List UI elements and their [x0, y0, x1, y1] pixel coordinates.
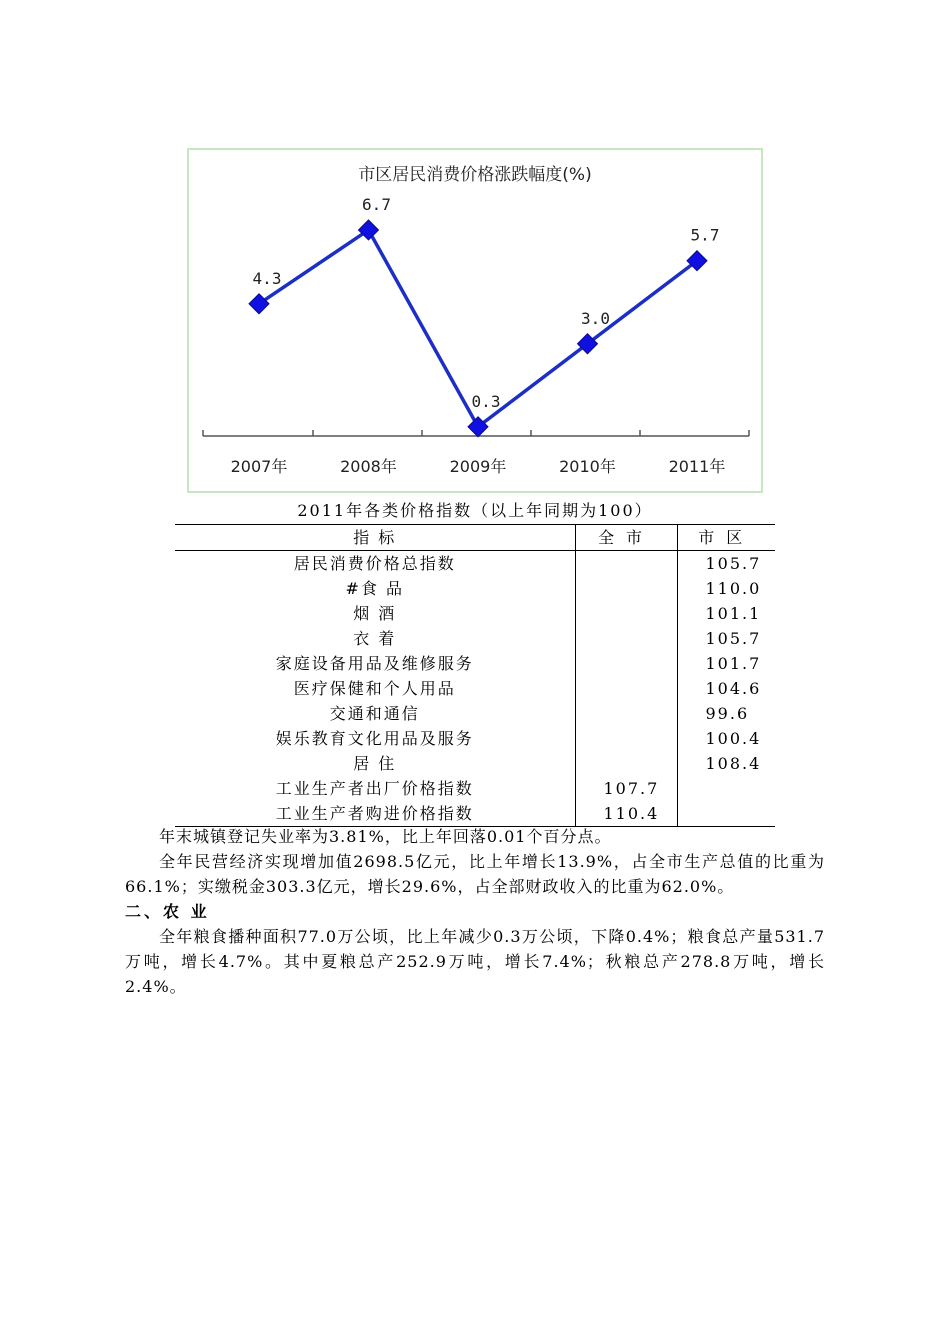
urban-district-cell: 108.4	[705, 754, 762, 773]
urban-district-cell: 99.6	[705, 704, 750, 723]
data-label: 5.7	[690, 225, 720, 245]
urban-district-cell: 101.1	[705, 604, 762, 623]
chart-frame	[187, 148, 763, 493]
indicator-cell: 工业生产者出厂价格指数	[275, 779, 474, 798]
indicator-cell: 交通和通信	[329, 704, 420, 723]
chart-title: 市区居民消费价格涨跌幅度(%)	[358, 165, 592, 185]
indicator-cell: 家庭设备用品及维修服务	[275, 654, 474, 673]
table-row	[175, 751, 775, 776]
indicator-cell: 衣 着	[353, 629, 397, 648]
line-chart	[189, 150, 761, 491]
urban-district-cell	[677, 776, 775, 801]
urban-district-cell: 110.0	[705, 579, 762, 598]
header-urban-district: 市区	[698, 528, 755, 547]
x-tick-label: 2010年	[559, 457, 616, 476]
indicator-cell: 居 住	[353, 754, 397, 773]
table-title: 2011年各类价格指数（以上年同期为100）	[297, 501, 653, 520]
table-row	[175, 601, 775, 626]
x-tick-label: 2011年	[668, 457, 726, 476]
body-text	[125, 824, 825, 999]
indicator-cell: 居民消费价格总指数	[293, 554, 456, 573]
table-row	[175, 651, 775, 676]
data-label: 6.7	[362, 194, 391, 214]
whole-city-cell	[575, 601, 677, 626]
whole-city-cell: 107.7	[575, 776, 677, 801]
paragraph-unemployment: 年末城镇登记失业率为3.81%，比上年回落0.01个百分点。	[159, 827, 612, 846]
whole-city-cell: 110.4	[575, 801, 677, 827]
urban-district-cell: 104.6	[705, 679, 762, 698]
data-label: 0.3	[471, 391, 501, 411]
whole-city-cell	[575, 576, 677, 601]
paragraph-private-economy: 全年民营经济实现增加值2698.5亿元，比上年增长13.9%，占全市生产总值的比重为66.1%；实缴税金303.3亿元，增长29.6%，占全部财政收入的比重为62.0%。	[125, 852, 825, 896]
table-row	[175, 676, 775, 701]
section-heading-agriculture: 二、农 业	[125, 902, 210, 921]
whole-city-cell	[575, 751, 677, 776]
whole-city-cell	[575, 726, 677, 751]
table-row	[175, 701, 775, 726]
whole-city-cell	[575, 701, 677, 726]
table-row	[175, 776, 775, 801]
x-tick-labels	[231, 457, 726, 476]
price-index-table	[175, 524, 775, 827]
table-row	[175, 801, 775, 827]
indicator-cell: 医疗保健和个人用品	[293, 679, 456, 698]
indicator-cell: #食 品	[345, 579, 404, 598]
whole-city-cell	[575, 551, 677, 577]
x-tick-label: 2009年	[449, 457, 507, 476]
data-labels	[253, 195, 720, 411]
x-tick-label: 2007年	[230, 457, 288, 476]
table-row	[175, 576, 775, 601]
whole-city-cell	[575, 651, 677, 676]
paragraph-grain: 全年粮食播种面积77.0万公顷，比上年减少0.3万公顷，下降0.4%；粮食总产量531.7万吨，增长4.7%。其中夏粮总产252.9万吨，增长7.4%；秋粮总产278.8万吨，增长2.4%。	[125, 927, 825, 996]
table-row	[175, 551, 775, 577]
header-whole-city: 全市	[575, 525, 677, 551]
whole-city-cell	[575, 626, 677, 651]
urban-district-cell: 100.4	[705, 729, 762, 748]
data-point-marker	[359, 220, 379, 240]
whole-city-cell	[575, 676, 677, 701]
urban-district-cell: 105.7	[705, 554, 762, 573]
x-tick-label: 2008年	[340, 457, 397, 476]
urban-district-cell: 105.7	[705, 629, 762, 648]
table-row	[175, 726, 775, 751]
indicator-cell: 娱乐教育文化用品及服务	[275, 729, 474, 748]
indicator-cell: 工业生产者购进价格指数	[275, 804, 474, 823]
urban-district-cell	[677, 801, 775, 827]
table-header-row	[175, 525, 775, 551]
indicator-cell: 烟 酒	[353, 604, 397, 623]
data-label: 4.3	[252, 268, 282, 288]
header-indicator: 指 标	[353, 528, 397, 547]
data-point-marker	[249, 294, 269, 314]
data-label: 3.0	[581, 308, 610, 328]
urban-district-cell: 101.7	[705, 654, 762, 673]
table-row	[175, 626, 775, 651]
